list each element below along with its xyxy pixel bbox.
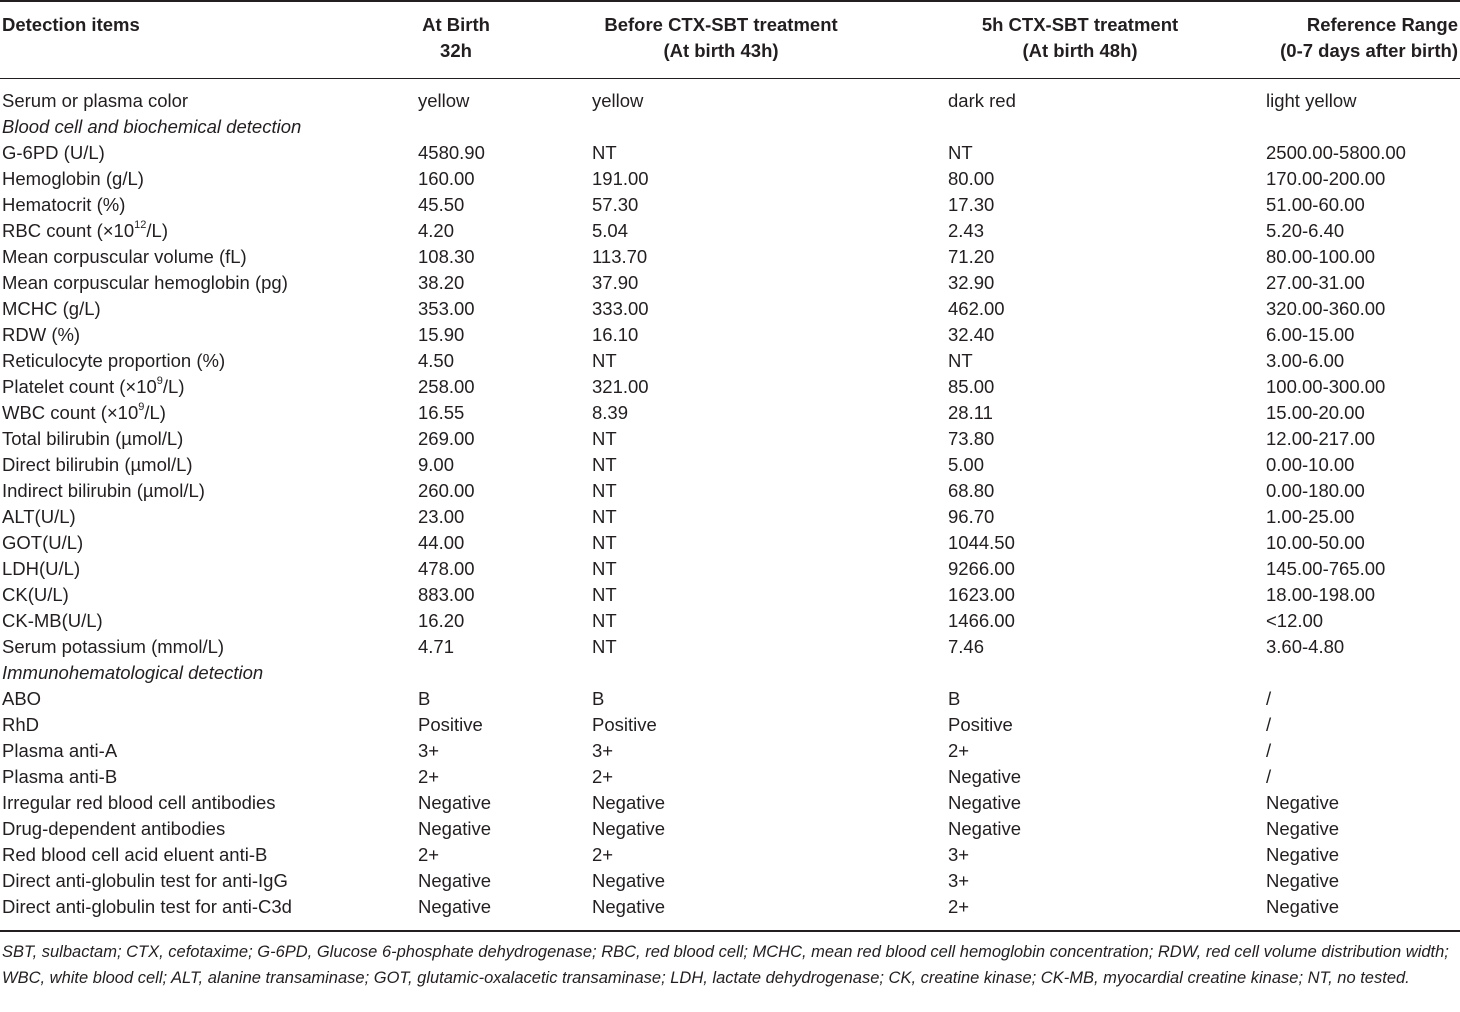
reference-range-value: / — [1266, 766, 1272, 787]
header-line1: Reference Range — [1306, 14, 1458, 35]
after-treatment-value: 2+ — [948, 740, 970, 761]
reference-range-value: 145.00-765.00 — [1266, 558, 1386, 579]
before-treatment-value: NT — [592, 454, 617, 475]
table-row — [0, 686, 1460, 712]
row-label: Red blood cell acid eluent anti-B — [2, 844, 268, 865]
reference-range-value: 170.00-200.00 — [1266, 168, 1386, 189]
after-treatment-value: 1466.00 — [948, 610, 1015, 631]
after-treatment-value: 32.40 — [948, 324, 995, 345]
before-treatment-value: NT — [592, 532, 617, 553]
row-label: Irregular red blood cell antibodies — [2, 792, 276, 813]
before-treatment-value: NT — [592, 558, 617, 579]
reference-range-value: <12.00 — [1266, 610, 1324, 631]
header-before-treatment — [578, 12, 864, 64]
at-birth-value: 3+ — [418, 740, 440, 761]
after-treatment-value: Negative — [948, 792, 1022, 813]
before-treatment-value: 321.00 — [592, 376, 649, 397]
before-treatment-value: NT — [592, 610, 617, 631]
at-birth-value: 160.00 — [418, 168, 475, 189]
table-row — [0, 192, 1460, 218]
after-treatment-value: 3+ — [948, 870, 970, 891]
at-birth-value: Negative — [418, 870, 492, 891]
before-treatment-value: Negative — [592, 792, 666, 813]
at-birth-value: 15.90 — [418, 324, 465, 345]
before-treatment-value: NT — [592, 428, 617, 449]
row-label: Plasma anti-B — [2, 766, 118, 787]
header-line1: 5h CTX-SBT treatment — [981, 14, 1179, 35]
at-birth-value: 16.55 — [418, 402, 465, 423]
after-treatment-value: 5.00 — [948, 454, 985, 475]
after-treatment-value: NT — [948, 350, 973, 371]
after-treatment-value: dark red — [948, 90, 1016, 111]
reference-range-value: Negative — [1266, 818, 1340, 839]
label-exponent: 12 — [134, 218, 147, 231]
table-row — [0, 764, 1460, 790]
after-treatment-value: 85.00 — [948, 376, 995, 397]
row-label: ALT(U/L) — [2, 506, 76, 527]
reference-range-value: 320.00-360.00 — [1266, 298, 1386, 319]
table-row — [0, 556, 1460, 582]
row-label: Plasma anti-A — [2, 740, 118, 761]
header-line2: (At birth 48h) — [1022, 40, 1138, 61]
table-top-rule — [0, 0, 1460, 2]
at-birth-value: 23.00 — [418, 506, 465, 527]
before-treatment-value: 333.00 — [592, 298, 649, 319]
table-row — [0, 842, 1460, 868]
header-line1: At Birth — [422, 14, 490, 35]
at-birth-value: Negative — [418, 818, 492, 839]
before-treatment-value: 2+ — [592, 844, 614, 865]
header-line1: Detection items — [2, 14, 140, 35]
table-row — [0, 218, 1460, 244]
at-birth-value: 2+ — [418, 766, 440, 787]
label-exponent: 9 — [156, 374, 163, 387]
label-unit: /L) — [144, 402, 166, 423]
reference-range-value: 1.00-25.00 — [1266, 506, 1355, 527]
after-treatment-value: 462.00 — [948, 298, 1005, 319]
at-birth-value: 258.00 — [418, 376, 475, 397]
at-birth-value: 9.00 — [418, 454, 455, 475]
reference-range-value: Negative — [1266, 870, 1340, 891]
table-row — [0, 400, 1460, 426]
table-footnote: SBT, sulbactam; CTX, cefotaxime; G-6PD, Glucose 6-phosphate dehydrogenase; RBC, red blood cell; MCHC, mean red blood cell hemoglobin concentration; RDW, red cell volume distribution width; WBC, white blood cell; ALT, alanine transaminase; GOT, glutamic-oxalacetic transaminase; LDH, lactate dehydrogenase; CK, creatine kinase; CK-MB, myocardial creatine kinase; NT, no tested. — [2, 943, 1449, 987]
at-birth-value: 353.00 — [418, 298, 475, 319]
before-treatment-value: NT — [592, 584, 617, 605]
after-treatment-value: 17.30 — [948, 194, 995, 215]
reference-range-value: 3.60-4.80 — [1266, 636, 1345, 657]
row-label — [2, 374, 185, 400]
before-treatment-value: NT — [592, 506, 617, 527]
table-row — [0, 374, 1460, 400]
at-birth-value: Negative — [418, 896, 492, 917]
reference-range-value: light yellow — [1266, 90, 1357, 111]
row-label: RhD — [2, 714, 40, 735]
table-row — [0, 88, 1460, 114]
before-treatment-value: NT — [592, 142, 617, 163]
table-row — [0, 634, 1460, 660]
table-row — [0, 816, 1460, 842]
table-row — [0, 712, 1460, 738]
header-reference-range — [1240, 12, 1458, 64]
row-label: Direct bilirubin (µmol/L) — [2, 454, 193, 475]
before-treatment-value: NT — [592, 636, 617, 657]
reference-range-value: 0.00-10.00 — [1266, 454, 1355, 475]
table-row — [0, 478, 1460, 504]
row-label: LDH(U/L) — [2, 558, 81, 579]
reference-range-value: 6.00-15.00 — [1266, 324, 1355, 345]
after-treatment-value: 96.70 — [948, 506, 995, 527]
table-row — [0, 270, 1460, 296]
row-label: Mean corpuscular hemoglobin (pg) — [2, 272, 288, 293]
before-treatment-value: 3+ — [592, 740, 614, 761]
table-row — [0, 452, 1460, 478]
row-label: Direct anti-globulin test for anti-IgG — [2, 870, 288, 891]
table-row — [0, 166, 1460, 192]
row-label — [2, 400, 166, 426]
reference-range-value: 12.00-217.00 — [1266, 428, 1376, 449]
section-label: Immunohematological detection — [2, 662, 264, 683]
before-treatment-value: NT — [592, 480, 617, 501]
after-treatment-value: Positive — [948, 714, 1013, 735]
after-treatment-value: NT — [948, 142, 973, 163]
before-treatment-value: 5.04 — [592, 220, 629, 241]
after-treatment-value: 1623.00 — [948, 584, 1015, 605]
at-birth-value: yellow — [418, 90, 470, 111]
label-unit: /L) — [146, 220, 168, 241]
after-treatment-value: B — [948, 688, 961, 709]
before-treatment-value: B — [592, 688, 605, 709]
at-birth-value: 883.00 — [418, 584, 475, 605]
table-row — [0, 608, 1460, 634]
label-unit: /L) — [162, 376, 185, 397]
at-birth-value: 260.00 — [418, 480, 475, 501]
label-text: RBC count (×10 — [2, 220, 135, 241]
before-treatment-value: 113.70 — [592, 246, 648, 267]
before-treatment-value: 57.30 — [592, 194, 639, 215]
table-row — [0, 868, 1460, 894]
row-label: MCHC (g/L) — [2, 298, 101, 319]
after-treatment-value: 7.46 — [948, 636, 985, 657]
reference-range-value: 80.00-100.00 — [1266, 246, 1376, 267]
after-treatment-value: 28.11 — [948, 402, 993, 423]
before-treatment-value: 16.10 — [592, 324, 639, 345]
before-treatment-value: 2+ — [592, 766, 614, 787]
reference-range-value: 0.00-180.00 — [1266, 480, 1365, 501]
row-label: Hemoglobin (g/L) — [2, 168, 144, 189]
label-exponent: 9 — [138, 400, 145, 413]
row-label: CK-MB(U/L) — [2, 610, 103, 631]
at-birth-value: 4.50 — [418, 350, 455, 371]
before-treatment-value: Negative — [592, 870, 666, 891]
row-label — [2, 218, 168, 244]
table-row — [0, 244, 1460, 270]
reference-range-value: 2500.00-5800.00 — [1266, 142, 1406, 163]
at-birth-value: 38.20 — [418, 272, 465, 293]
table-row — [0, 322, 1460, 348]
header-rule — [0, 78, 1460, 79]
row-label: Direct anti-globulin test for anti-C3d — [2, 896, 292, 917]
table-row — [0, 426, 1460, 452]
table-row — [0, 504, 1460, 530]
table-row — [0, 790, 1460, 816]
after-treatment-value: 3+ — [948, 844, 970, 865]
table-row — [0, 140, 1460, 166]
after-treatment-value: 71.20 — [948, 246, 995, 267]
header-5h-treatment — [976, 12, 1184, 64]
table-row — [0, 348, 1460, 374]
after-treatment-value: 2+ — [948, 896, 970, 917]
at-birth-value: 269.00 — [418, 428, 475, 449]
section-heading — [0, 660, 1460, 686]
reference-range-value: 100.00-300.00 — [1266, 376, 1386, 397]
row-label: Indirect bilirubin (µmol/L) — [2, 480, 205, 501]
at-birth-value: 45.50 — [418, 194, 465, 215]
row-label: Serum potassium (mmol/L) — [2, 636, 225, 657]
header-line2: 32h — [440, 40, 472, 61]
table-row — [0, 582, 1460, 608]
at-birth-value: Negative — [418, 792, 492, 813]
label-text: WBC count (×10 — [2, 402, 139, 423]
reference-range-value: Negative — [1266, 896, 1340, 917]
row-label: CK(U/L) — [2, 584, 69, 605]
at-birth-value: 478.00 — [418, 558, 475, 579]
before-treatment-value: yellow — [592, 90, 644, 111]
header-at-birth — [382, 12, 530, 64]
reference-range-value: 3.00-6.00 — [1266, 350, 1345, 371]
after-treatment-value: 9266.00 — [948, 558, 1015, 579]
at-birth-value: 4.20 — [418, 220, 455, 241]
label-text: Platelet count (×10 — [2, 376, 157, 397]
before-treatment-value: 8.39 — [592, 402, 629, 423]
before-treatment-value: Negative — [592, 818, 666, 839]
reference-range-value: 51.00-60.00 — [1266, 194, 1365, 215]
table-row — [0, 296, 1460, 322]
at-birth-value: 16.20 — [418, 610, 465, 631]
reference-range-value: Negative — [1266, 792, 1340, 813]
at-birth-value: 108.30 — [418, 246, 475, 267]
after-treatment-value: Negative — [948, 766, 1022, 787]
header-line1: Before CTX-SBT treatment — [604, 14, 838, 35]
at-birth-value: 4580.90 — [418, 142, 485, 163]
before-treatment-value: Positive — [592, 714, 657, 735]
reference-range-value: 27.00-31.00 — [1266, 272, 1365, 293]
row-label: Serum or plasma color — [2, 90, 189, 111]
reference-range-value: Negative — [1266, 844, 1340, 865]
row-label: ABO — [2, 688, 42, 709]
after-treatment-value: 68.80 — [948, 480, 995, 501]
table-row — [0, 738, 1460, 764]
row-label: Reticulocyte proportion (%) — [2, 350, 226, 371]
section-label: Blood cell and biochemical detection — [2, 116, 302, 137]
at-birth-value: 44.00 — [418, 532, 465, 553]
reference-range-value: / — [1266, 740, 1272, 761]
row-label: Hematocrit (%) — [2, 194, 126, 215]
after-treatment-value: 1044.50 — [948, 532, 1015, 553]
table-row — [0, 530, 1460, 556]
after-treatment-value: 32.90 — [948, 272, 995, 293]
before-treatment-value: 191.00 — [592, 168, 649, 189]
reference-range-value: 5.20-6.40 — [1266, 220, 1345, 241]
header-detection-items — [2, 12, 140, 38]
header-line2: (0-7 days after birth) — [1280, 40, 1458, 61]
before-treatment-value: NT — [592, 350, 617, 371]
before-treatment-value: Negative — [592, 896, 666, 917]
reference-range-value: 15.00-20.00 — [1266, 402, 1365, 423]
reference-range-value: / — [1266, 714, 1272, 735]
at-birth-value: 2+ — [418, 844, 440, 865]
row-label: GOT(U/L) — [2, 532, 84, 553]
table-row — [0, 894, 1460, 920]
at-birth-value: Positive — [418, 714, 483, 735]
table-bottom-rule — [0, 930, 1460, 932]
before-treatment-value: 37.90 — [592, 272, 639, 293]
row-label: Total bilirubin (µmol/L) — [2, 428, 184, 449]
section-heading — [0, 114, 1460, 140]
header-line2: (At birth 43h) — [663, 40, 779, 61]
after-treatment-value: 2.43 — [948, 220, 985, 241]
after-treatment-value: 73.80 — [948, 428, 995, 449]
reference-range-value: 18.00-198.00 — [1266, 584, 1376, 605]
at-birth-value: 4.71 — [418, 636, 455, 657]
row-label: RDW (%) — [2, 324, 81, 345]
row-label: Drug-dependent antibodies — [2, 818, 226, 839]
at-birth-value: B — [418, 688, 431, 709]
reference-range-value: / — [1266, 688, 1272, 709]
after-treatment-value: Negative — [948, 818, 1022, 839]
after-treatment-value: 80.00 — [948, 168, 995, 189]
row-label: Mean corpuscular volume (fL) — [2, 246, 247, 267]
row-label: G-6PD (U/L) — [2, 142, 105, 163]
reference-range-value: 10.00-50.00 — [1266, 532, 1365, 553]
